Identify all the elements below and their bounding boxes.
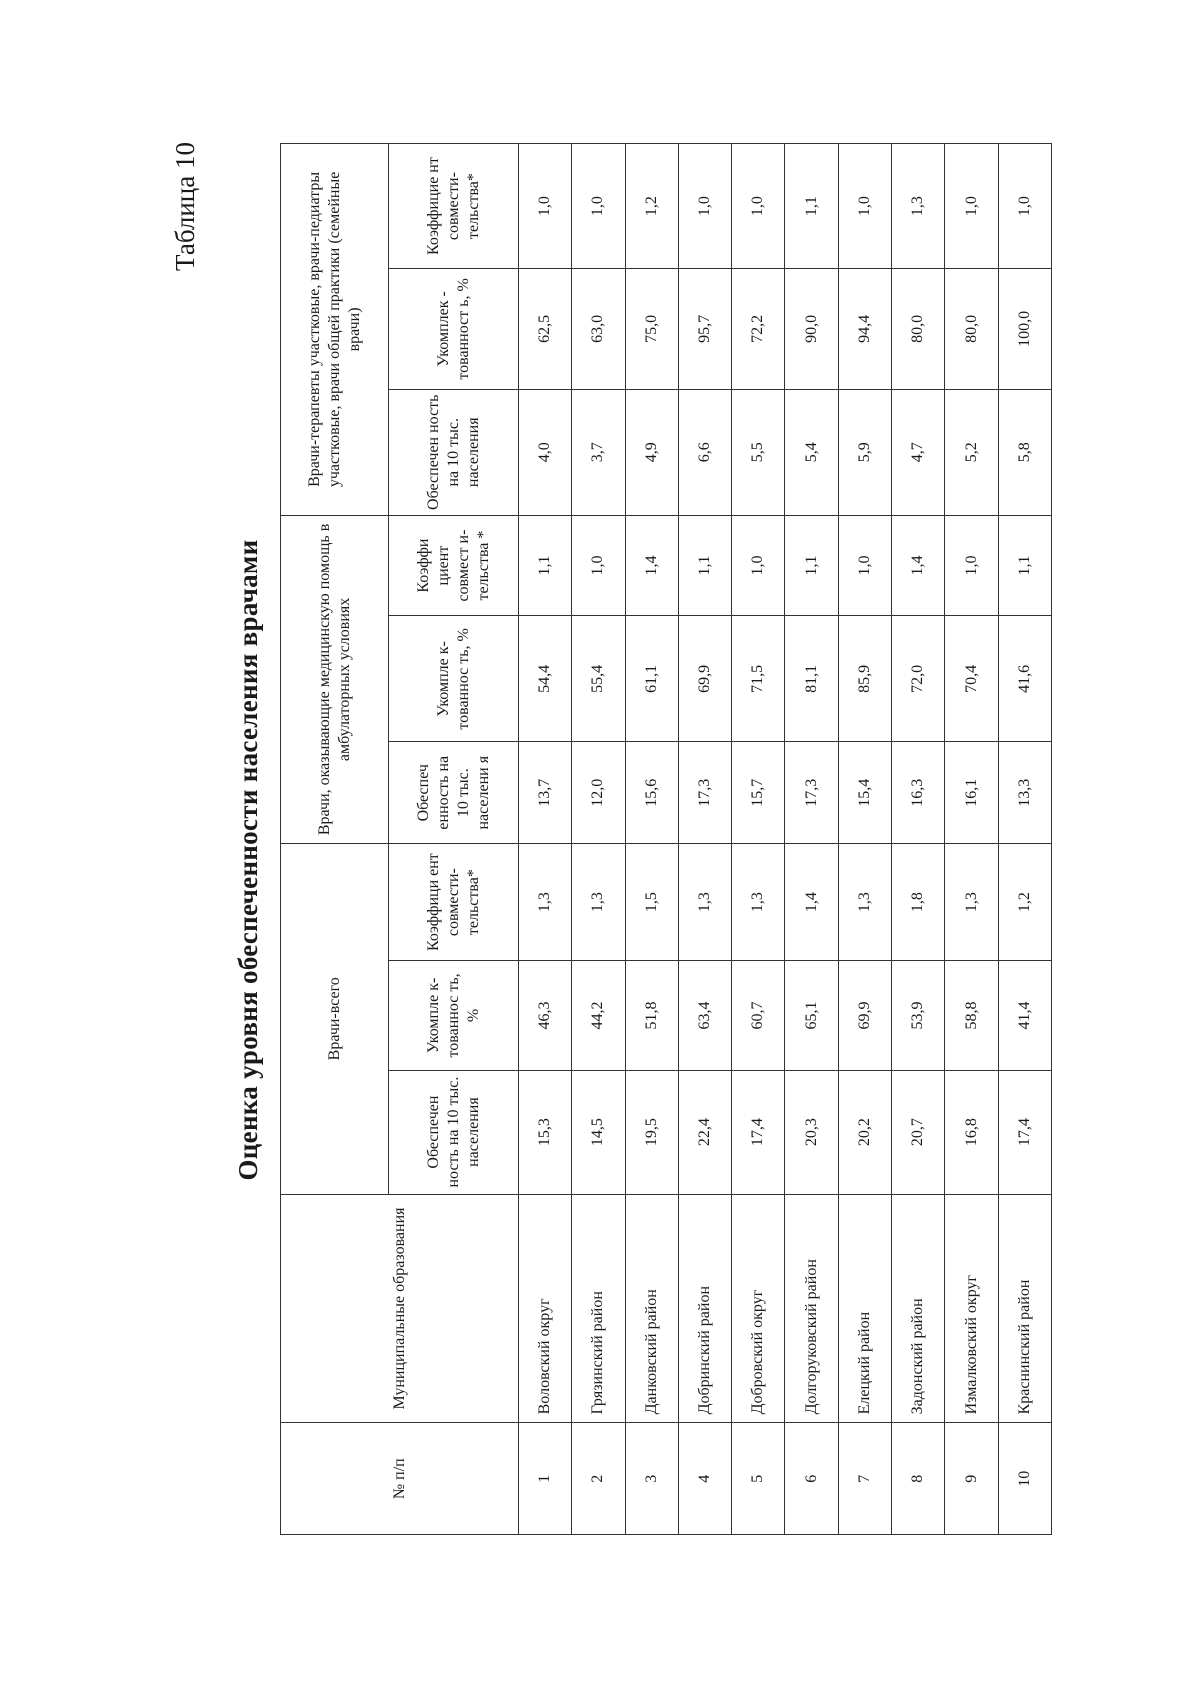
row-number: 7 [838, 1423, 891, 1535]
header-g2-staffing: Укомпле к-тованнос ть, % [389, 616, 519, 742]
value-cell: 72,0 [892, 616, 945, 742]
value-cell: 1,8 [892, 844, 945, 961]
value-cell: 17,4 [998, 1070, 1051, 1194]
data-table [280, 143, 1052, 1535]
value-cell: 17,3 [678, 742, 731, 844]
table-row [785, 144, 838, 1535]
municipality-name: Добровский округ [732, 1194, 785, 1423]
table-body [519, 144, 1052, 1535]
value-cell: 70,4 [945, 616, 998, 742]
value-cell: 100,0 [998, 269, 1051, 390]
header-g2-coef: Коэффи циент совмест и-тельства * [389, 515, 519, 615]
table-row [625, 144, 678, 1535]
table-row [678, 144, 731, 1535]
table-row [732, 144, 785, 1535]
value-cell: 81,1 [785, 616, 838, 742]
table-row [998, 144, 1051, 1535]
value-cell: 46,3 [519, 961, 572, 1070]
header-g1-coef: Коэффици ент совмести-тельства* [389, 844, 519, 961]
row-number: 4 [678, 1423, 731, 1535]
table-row [892, 144, 945, 1535]
value-cell: 14,5 [572, 1070, 625, 1194]
municipality-name: Измалковский округ [945, 1194, 998, 1423]
value-cell: 17,4 [732, 1070, 785, 1194]
value-cell: 22,4 [678, 1070, 731, 1194]
value-cell: 20,7 [892, 1070, 945, 1194]
value-cell: 1,5 [625, 844, 678, 961]
value-cell: 1,3 [732, 844, 785, 961]
value-cell: 1,0 [945, 144, 998, 269]
value-cell: 1,0 [572, 144, 625, 269]
value-cell: 15,3 [519, 1070, 572, 1194]
value-cell: 1,0 [838, 515, 891, 615]
value-cell: 1,0 [678, 144, 731, 269]
value-cell: 1,2 [625, 144, 678, 269]
value-cell: 16,8 [945, 1070, 998, 1194]
value-cell: 5,5 [732, 389, 785, 515]
value-cell: 17,3 [785, 742, 838, 844]
value-cell: 1,3 [892, 144, 945, 269]
value-cell: 41,4 [998, 961, 1051, 1070]
value-cell: 95,7 [678, 269, 731, 390]
value-cell: 3,7 [572, 389, 625, 515]
value-cell: 75,0 [625, 269, 678, 390]
value-cell: 53,9 [892, 961, 945, 1070]
row-number: 2 [572, 1423, 625, 1535]
value-cell: 1,4 [892, 515, 945, 615]
value-cell: 5,9 [838, 389, 891, 515]
value-cell: 1,4 [785, 844, 838, 961]
header-num: № п/п [281, 1423, 519, 1535]
value-cell: 1,1 [519, 515, 572, 615]
value-cell: 1,3 [838, 844, 891, 961]
value-cell: 1,4 [625, 515, 678, 615]
header-municipality: Муниципальные образования [281, 1194, 519, 1423]
value-cell: 16,3 [892, 742, 945, 844]
value-cell: 80,0 [945, 269, 998, 390]
value-cell: 16,1 [945, 742, 998, 844]
municipality-name: Данковский район [625, 1194, 678, 1423]
header-g1-supply: Обеспечен ность на 10 тыс. населения [389, 1070, 519, 1194]
table-row [572, 144, 625, 1535]
value-cell: 72,2 [732, 269, 785, 390]
header-g3-coef: Коэффицие нт совмести-тельства* [389, 144, 519, 269]
value-cell: 1,3 [678, 844, 731, 961]
header-g3-staffing: Укомплек - тованност ь, % [389, 269, 519, 390]
value-cell: 15,4 [838, 742, 891, 844]
value-cell: 15,7 [732, 742, 785, 844]
value-cell: 58,8 [945, 961, 998, 1070]
value-cell: 69,9 [678, 616, 731, 742]
table-row [945, 144, 998, 1535]
value-cell: 1,1 [785, 144, 838, 269]
row-number: 10 [998, 1423, 1051, 1535]
value-cell: 85,9 [838, 616, 891, 742]
value-cell: 71,5 [732, 616, 785, 742]
value-cell: 51,8 [625, 961, 678, 1070]
value-cell: 61,1 [625, 616, 678, 742]
value-cell: 1,0 [572, 515, 625, 615]
value-cell: 4,9 [625, 389, 678, 515]
value-cell: 1,3 [519, 844, 572, 961]
table-caption: Таблица 10 [170, 142, 200, 271]
value-cell: 13,3 [998, 742, 1051, 844]
row-number: 8 [892, 1423, 945, 1535]
municipality-name: Грязинский район [572, 1194, 625, 1423]
value-cell: 69,9 [838, 961, 891, 1070]
rotated-page [140, 110, 1080, 1610]
value-cell: 13,7 [519, 742, 572, 844]
municipality-name: Краснинский район [998, 1194, 1051, 1423]
municipality-name: Елецкий район [838, 1194, 891, 1423]
row-number: 5 [732, 1423, 785, 1535]
value-cell: 6,6 [678, 389, 731, 515]
row-number: 9 [945, 1423, 998, 1535]
value-cell: 5,2 [945, 389, 998, 515]
municipality-name: Задонский район [892, 1194, 945, 1423]
header-g3-supply: Обеспечен ность на 10 тыс. населения [389, 389, 519, 515]
value-cell: 94,4 [838, 269, 891, 390]
page-title: Оценка уровня обеспеченности населения врачами [233, 539, 263, 1181]
value-cell: 55,4 [572, 616, 625, 742]
value-cell: 1,2 [998, 844, 1051, 961]
value-cell: 54,4 [519, 616, 572, 742]
value-cell: 80,0 [892, 269, 945, 390]
value-cell: 44,2 [572, 961, 625, 1070]
value-cell: 65,1 [785, 961, 838, 1070]
table-row [838, 144, 891, 1535]
value-cell: 4,7 [892, 389, 945, 515]
value-cell: 1,1 [785, 515, 838, 615]
value-cell: 5,4 [785, 389, 838, 515]
value-cell: 19,5 [625, 1070, 678, 1194]
value-cell: 1,1 [998, 515, 1051, 615]
header-g1-staffing: Укомпле к-тованнос ть, % [389, 961, 519, 1070]
value-cell: 60,7 [732, 961, 785, 1070]
header-group-outpatient: Врачи, оказывающие медицинскую помощь в амбулаторных условиях [281, 515, 389, 843]
municipality-name: Воловский округ [519, 1194, 572, 1423]
value-cell: 1,1 [678, 515, 731, 615]
header-g2-supply: Обеспеч енность на 10 тыс. населени я [389, 742, 519, 844]
table-row [519, 144, 572, 1535]
value-cell: 1,0 [838, 144, 891, 269]
value-cell: 5,8 [998, 389, 1051, 515]
value-cell: 12,0 [572, 742, 625, 844]
value-cell: 1,3 [945, 844, 998, 961]
value-cell: 20,2 [838, 1070, 891, 1194]
municipality-name: Долгоруковский район [785, 1194, 838, 1423]
value-cell: 1,0 [998, 144, 1051, 269]
municipality-name: Добринский район [678, 1194, 731, 1423]
value-cell: 1,3 [572, 844, 625, 961]
header-group-district: Врачи-терапевты участковые, врачи-педиатры участковые, врачи общей практики (семейные врачи) [281, 144, 389, 516]
value-cell: 63,0 [572, 269, 625, 390]
row-number: 6 [785, 1423, 838, 1535]
value-cell: 1,0 [945, 515, 998, 615]
value-cell: 15,6 [625, 742, 678, 844]
value-cell: 62,5 [519, 269, 572, 390]
value-cell: 1,0 [519, 144, 572, 269]
value-cell: 4,0 [519, 389, 572, 515]
row-number: 1 [519, 1423, 572, 1535]
value-cell: 1,0 [732, 515, 785, 615]
value-cell: 90,0 [785, 269, 838, 390]
value-cell: 1,0 [732, 144, 785, 269]
value-cell: 63,4 [678, 961, 731, 1070]
value-cell: 20,3 [785, 1070, 838, 1194]
value-cell: 41,6 [998, 616, 1051, 742]
row-number: 3 [625, 1423, 678, 1535]
header-group-all-doctors: Врачи-всего [281, 844, 389, 1195]
